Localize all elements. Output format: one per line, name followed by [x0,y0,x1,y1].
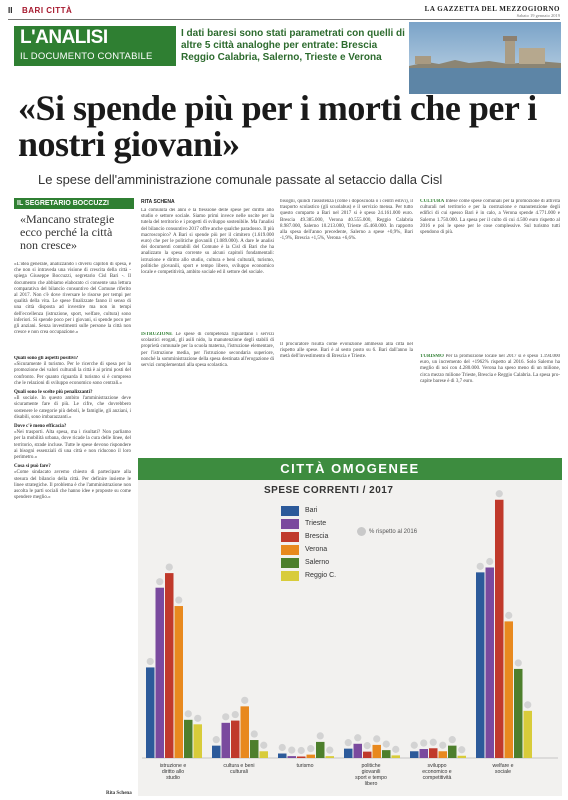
header-rule [8,19,560,20]
change-marker [524,701,531,708]
change-marker [486,558,493,565]
change-marker [194,715,201,722]
sidebar-body-text: «L'idea generale, analizzando i diversi capitoli di spesa, è che non si intraveda una visione di crescita della città - spiega Giuseppe Boccuzzi, segretario Cisl Bari -. Il documento che abbiamo elaborato ci consente una lettura comparativa del bilancio consuntivo del Comune riferito al 2017. Non c'è dove riversare le risorse per tempi per qualità della vita. Le spese finalizzate fanno il senso di una città disposta ad investire ma non in tempi dell'eccellenza (istruzione, sport, welfare, cultura) sono inferiori. Si spende poco per i giovani, si spende poco per gli anziani. Senza investimenti sulle persone la città non cresce e non crea occupazione.» [14,262,131,336]
chart-bar [486,567,495,758]
subheadline: Le spese dell'amministrazione comunale passate al setaccio dalla Cisl [38,172,443,187]
chart-bar [373,745,382,758]
chart-bar [184,720,193,758]
chart-bar [165,573,174,758]
article-text: Il procuratore risulta come evoluzione ammesso alla città nel rispetto alle spese. Bari è al sesto posto su 6. Bari dall'anno la metà dell'investimento di Brescia e Trieste. [280,342,413,360]
legend-label: Salerno [305,559,330,566]
change-marker [260,742,267,749]
chart-bar [439,751,448,758]
chart-subtitle: SPESE CORRENTI / 2017 [264,485,394,496]
chart-bar [392,755,401,758]
sidebar-quote: «Mancano strategie ecco perché la città non cresce» [20,212,115,252]
legend-note-text: % rispetto al 2016 [369,529,418,536]
chart-bar [363,752,372,758]
city-photo [409,22,561,94]
chart-bar [420,749,429,758]
qa-answer: «Il sociale. In questo ambito l'amministrazione deve sicuramente fare di più. Le cifre, che dovrebbero sostenere le categorie più deboli, le famiglie, gli anziani, i disabili, sono imbarazzanti.» [14,396,131,420]
change-marker [213,736,220,743]
category-label: sviluppo economico e competitività [422,763,452,781]
sidebar-qa [14,356,131,788]
qa-answer: «Sicuramente il turismo. Per le ricerche di spesa per la promozione dei valori culturali la città è ai primi posti del confronto. Per quanto riguarda il turismo si è compreso che le relazioni di sviluppo economico sono centrali.» [14,362,131,386]
legend-label: Trieste [305,520,327,527]
change-marker [477,563,484,570]
qa-question: Cosa si può fare? [14,464,51,470]
chart-bar [297,757,306,759]
chart-bar [222,723,231,758]
article-text: Intese come spese comunali per la promozione di attività culturali nel territorio e per la costruzione e manutenzione degli edifici di cui spesso Bari è in calo, a Verona spende 4.771.000 e Salerno 1.750.000. La spesa per il culto di cui 4.500 euro rispetto al 2016 e poi le spese per le cose complessive. Sul turismo tutti spendono di più. [420,199,560,236]
chart-bar [231,721,240,758]
change-marker [232,711,239,718]
qa-answer: «Come sindacato avremo chiesto di partecipare alla stesura del bilancio della città. Per definire insieme le linee strategiche. Il problema è che l'amministrazione non ascolta le parti sociali che hanno idee e proposte su come spendere meglio.» [14,470,131,501]
change-marker [373,735,380,742]
page-number: II [8,6,13,15]
section-tag: TURISMO [420,354,444,359]
change-marker [279,744,286,751]
analysis-subtitle: IL DOCUMENTO CONTABILE [20,51,153,62]
change-marker [307,745,314,752]
change-marker [222,713,229,720]
change-marker [449,736,456,743]
change-marker [175,596,182,603]
sidebar-body [14,262,131,354]
chart-bar [326,756,335,758]
change-marker [496,490,503,497]
change-marker [411,742,418,749]
qa-question: Dove c'è meno efficacia? [14,424,67,430]
section-tag: ISTRUZIONE [141,332,173,337]
chart-bar [194,724,203,758]
change-marker [288,747,295,754]
article-text: La comunità dei anni è la flessione delle spese per diritto allo studio e settore sociale. Siamo primi invece nelle uscite per la tutela del territorio e i progetti di sviluppo sostenibile. Ma l'analisi del bilancio consuntivo 2017 offre anche qualche paradosso. Il più macroscopico? A Bari si spende più per il cimitero (1.619.000 euro) che per le politiche giovanili (1.089.000). A dare le analisi dei documenti contabili del Comune è la Cisl di Bari che ha analizzato la spesa corrente su alcuni capitoli fondamentali: istruzione e diritto allo studio, cultura e beni culturali, turismo, politiche giovanili, sport e tempo libero, sviluppo economico locale e competitività, ambito sociale ed il settore del sociale. [141,208,274,276]
change-marker [185,710,192,717]
change-marker [364,742,371,749]
change-marker [392,746,399,753]
chart-bar [212,746,221,758]
chart-bar [146,667,155,758]
change-marker [298,747,305,754]
kicker: I dati baresi sono stati parametrati con quelli di altre 5 città analoghe per entrate: Brescia Reggio Calabria, Salerno, Trieste e Verona [181,28,405,63]
chart-bar [354,744,363,758]
change-marker [458,746,465,753]
chart-bar [505,621,514,758]
chart-bar [410,751,419,758]
chart-bar [156,588,165,758]
category-label: cultura e beni culturali [223,763,255,775]
chart-bar [175,606,184,758]
legend-label: Bari [305,507,318,514]
qa-answer: «Nei trasporti. Alta spesa, ma i risultati? Non parliamo per la mobilità urbana, dove ricade la cura delle linee, del territorio, strade incluse. Tutte le spese devono rispondere ai bisogni essenziali di una città e non riducono il loro perimetro.» [14,430,131,461]
sidebar-label: IL SEGRETARIO BOCCUZZI [14,198,134,209]
section-name: BARI CITTÀ [22,6,73,15]
byline: RITA SCHENA [141,199,175,205]
chart-bar [288,756,297,758]
change-marker [156,578,163,585]
change-marker [430,739,437,746]
chart-bar [458,756,467,758]
chart-bar [524,711,533,758]
page-header [8,6,560,18]
change-marker [505,612,512,619]
category-label: turismo [296,763,314,769]
qa-question: Quali sono gli aspetti positivi? [14,356,79,361]
article-col-2 [280,199,413,339]
change-marker [354,734,361,741]
article-text: bisogni, quindi l'assistenza (come i doposcuola o i centri estivi), il trasporto scolastico (gli scuolabus) e il servizio mensa. Per tutto questo comparto a Bari nel 2017 si è speso 24.161.000 euro. Brescia 49.385.000, Verona 40.555.000, Reggio Calabria 8.987.000, Salerno 10.213.000, Trieste 45.460.000. In rapporto alla spesa dell'anno precedente, Salerno a spese +0,9%, Bari -1,9%, Brescia +1,5%, Verona +6,6%. [280,199,413,242]
masthead-title: LA GAZZETTA DEL MEZZOGIORNO [424,5,560,13]
chart-bar [250,740,259,758]
sidebar-signature: Rita Schena [106,791,132,796]
article-col-1b [141,332,274,454]
bar-chart [138,458,562,796]
chart-bar [429,748,438,758]
chart-title: CITTÀ OMOGENEE [138,458,562,480]
change-marker [251,730,258,737]
legend-label: Reggio C. [305,572,337,579]
chart-bar [316,742,325,758]
issue-date: Sabato 19 gennaio 2019 [516,13,560,18]
chart-bar [495,500,504,758]
article-text: Le spese di competenza riguardano i servizi scolastici erogati, gli asili nido, la manutenzione degli stabili di proprietà comunale per la scuola materna, l'istruzione elementare, per l'istruzione media, per l'istruzione secondaria superiore, nonché la somministrazione della spesa destinata all'erogazione di servizi complementari alla spesa scolastica. [141,332,274,369]
change-marker [166,564,173,571]
change-marker [383,741,390,748]
chart-bar [344,749,353,758]
qa-question: Quali sono le scelte più penalizzanti? [14,390,93,396]
change-marker [241,697,248,704]
article-text: Per la promozione locale nel 2017 si è speso 1.194.000 euro, un incremento del +1962% rispetto al 2016. Solo Salerno ha meglio di noi con 4.280.000. Verona ha speso meno di un milione, circa mezzo milione Trieste, Brescia e Reggio Calabria. La spesa pro-capite barese è di 3,7 euro. [420,354,560,384]
chart-bar [241,706,250,758]
change-marker [317,732,324,739]
chart-bar [307,755,316,758]
change-marker [420,739,427,746]
category-label: welfare e sociale [492,763,514,775]
article-col-1 [141,208,274,328]
change-marker [345,739,352,746]
change-marker [439,742,446,749]
article-col-3b [420,354,560,454]
analysis-title: L'ANALISI [20,27,108,48]
category-label: istruzione e diritto allo studio [159,763,187,781]
chart-bar [278,754,287,758]
section-tag: CULTURA [420,199,445,204]
article-col-2b [280,342,413,454]
change-marker [147,658,154,665]
chart-bar [260,751,269,758]
chart-bar [382,750,391,758]
chart-bar [476,572,485,758]
chart-bar [448,746,457,758]
category-label: politiche giovanili sport e tempo libero [355,763,387,787]
chart-bar [514,669,523,758]
change-marker [515,659,522,666]
change-marker [326,747,333,754]
legend-label: Verona [305,546,328,553]
masthead [425,5,560,18]
article-col-3 [420,199,560,349]
analysis-box [14,26,176,66]
headline: «Si spende più per i morti che per i nostri giovani» [18,88,537,164]
legend-label: Brescia [305,533,329,540]
chart-panel [138,458,562,796]
